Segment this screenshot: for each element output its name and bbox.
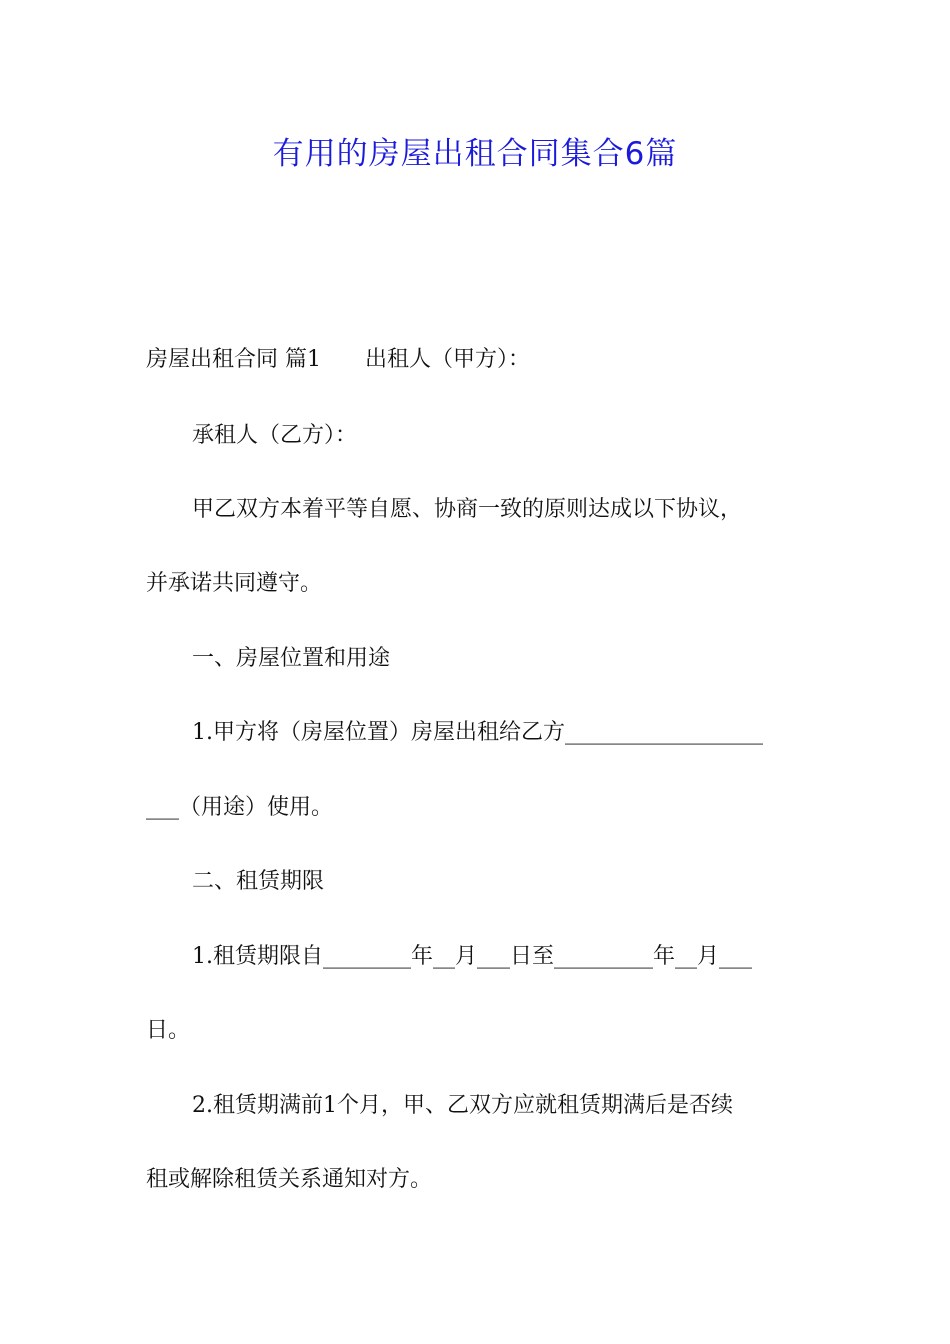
clause-term-cont: 日。 bbox=[146, 1018, 191, 1043]
clause-term: 1.租赁期限自________年__月___日至_________年__月___ bbox=[192, 944, 752, 969]
document-title: 有用的房屋出租合同集合6篇 bbox=[272, 136, 678, 172]
clause-renewal: 2.租赁期满前1个月，甲、乙双方应就租赁期满后是否续 bbox=[192, 1093, 733, 1118]
lessee-label: 承租人（乙方）： bbox=[192, 423, 358, 448]
clause-renewal-cont: 租或解除租赁关系通知对方。 bbox=[146, 1167, 433, 1192]
lessor-label: 出租人（甲方）： bbox=[365, 347, 531, 372]
contract-heading-line bbox=[146, 345, 826, 375]
section-heading-term: 二、租赁期限 bbox=[192, 869, 325, 894]
clause-location: 1.甲方将（房屋位置）房屋出租给乙方__________________ bbox=[192, 720, 763, 745]
paragraph-agreement-cont: 并承诺共同遵守。 bbox=[146, 571, 323, 596]
paragraph-agreement: 甲乙双方本着平等自愿、协商一致的原则达成以下协议， bbox=[192, 497, 743, 522]
clause-location-cont: ___（用途）使用。 bbox=[146, 795, 334, 820]
section-heading-location: 一、房屋位置和用途 bbox=[192, 646, 391, 671]
contract-section-label: 房屋出租合同 篇1 bbox=[146, 347, 321, 372]
